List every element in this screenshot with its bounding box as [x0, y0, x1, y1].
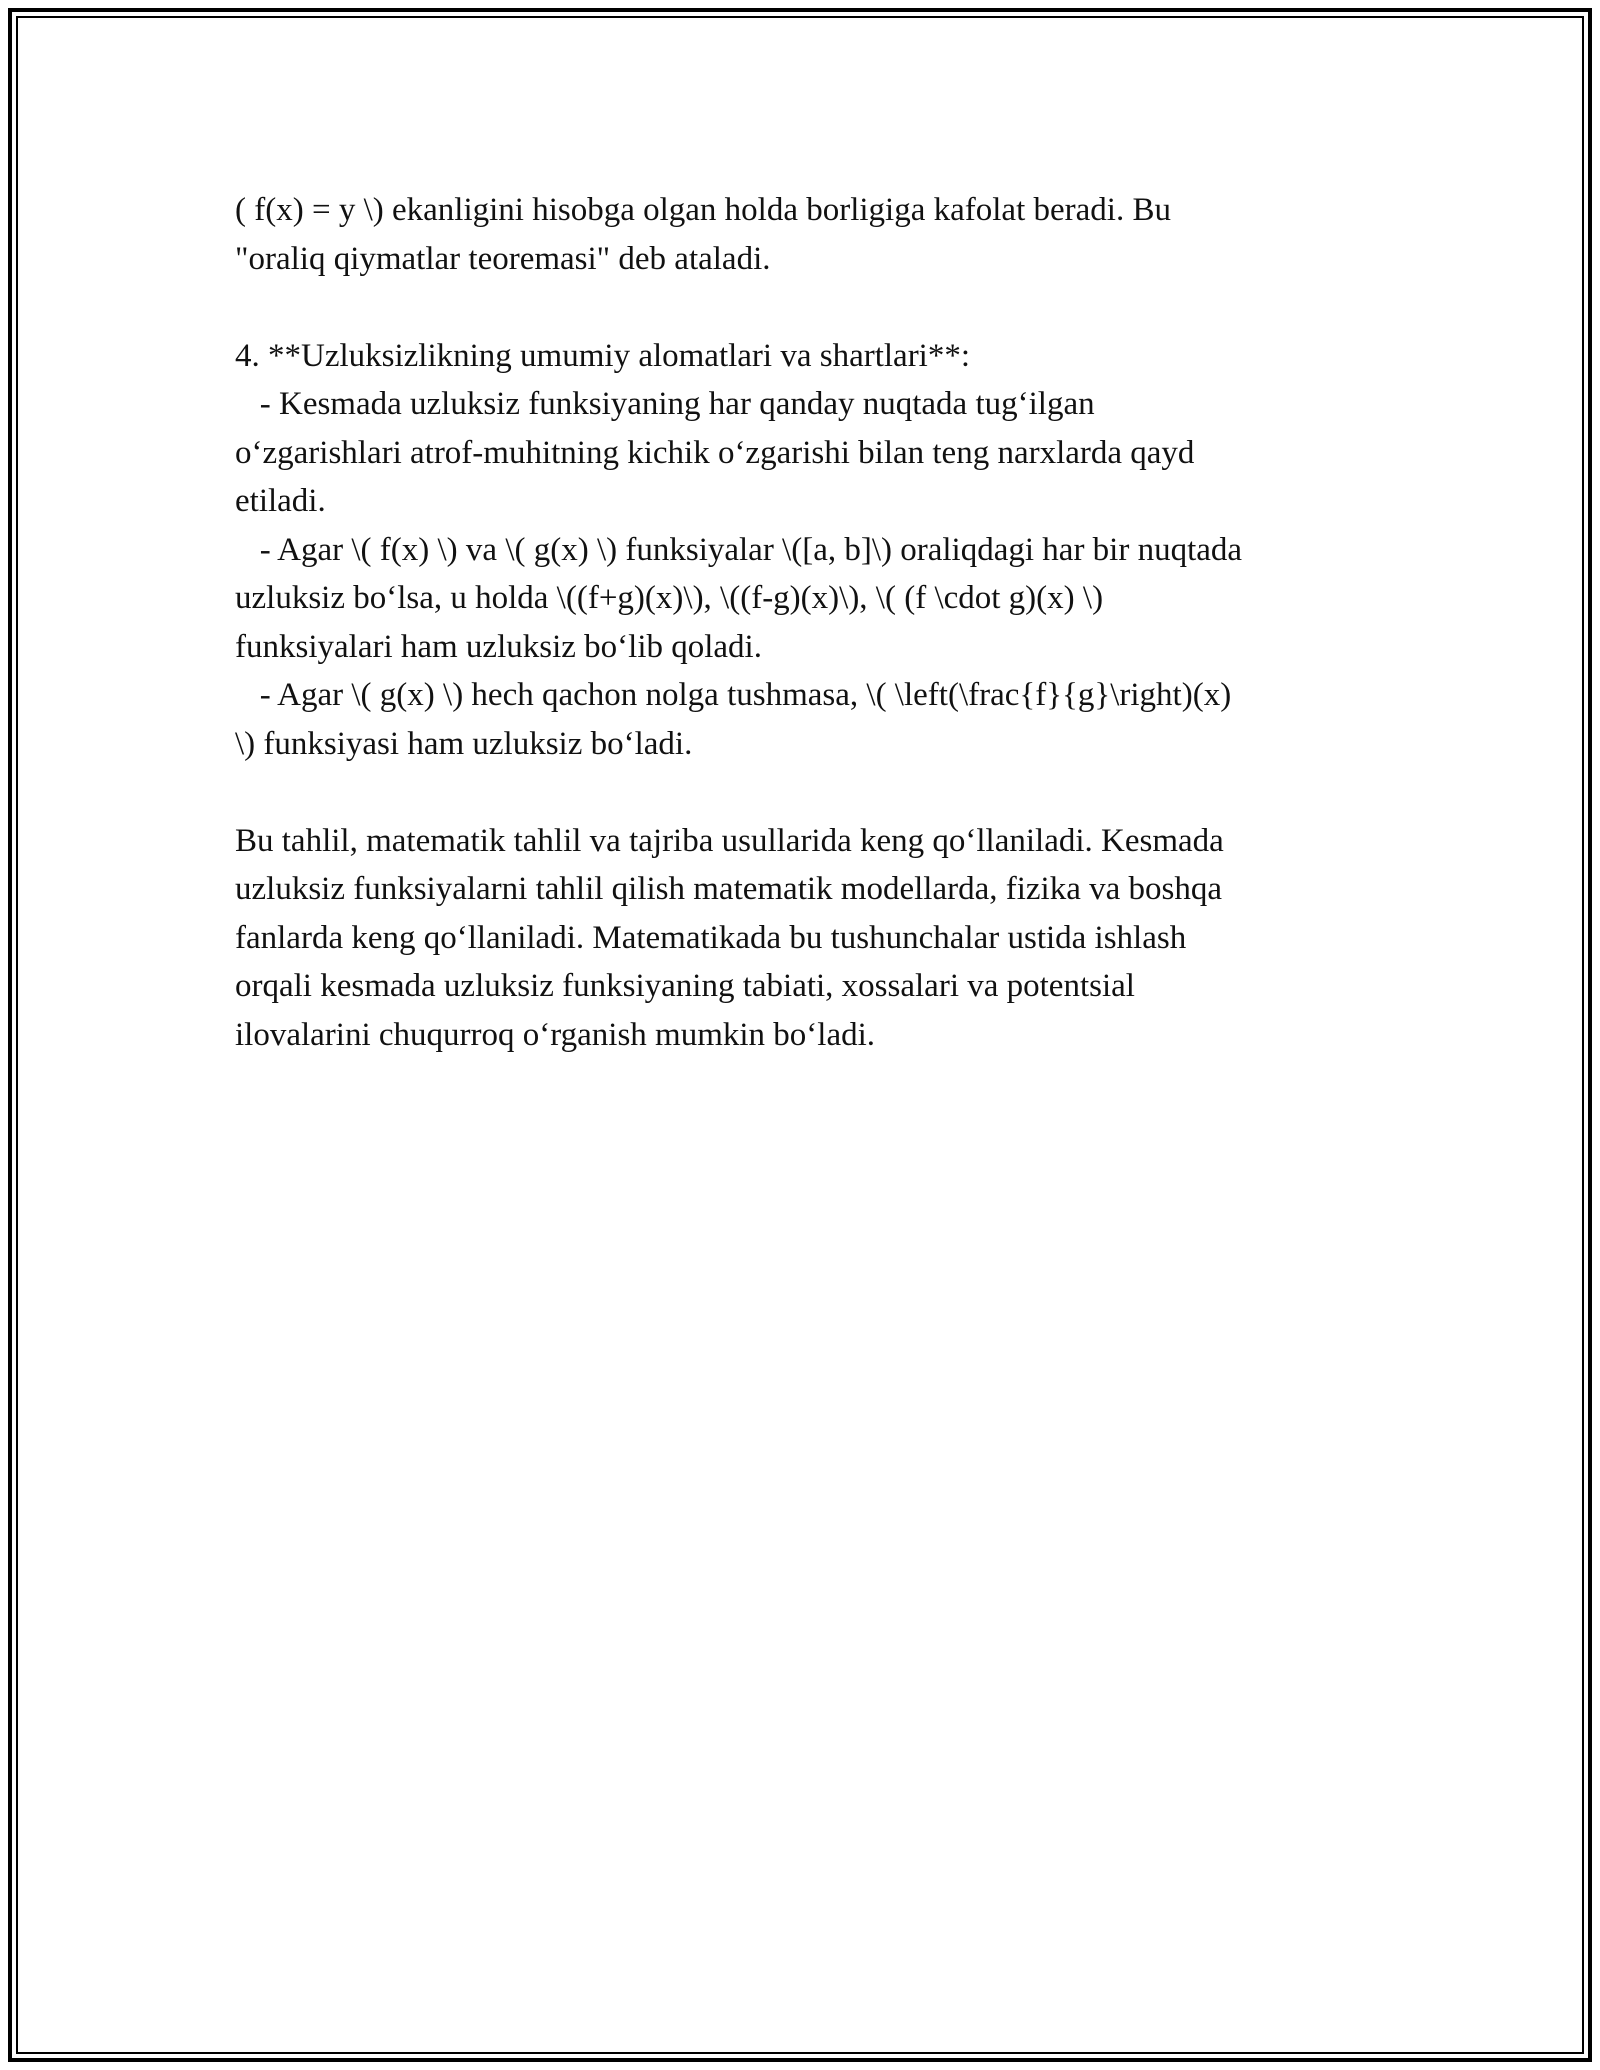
paragraph-spacer: [235, 768, 1385, 817]
text-line: ilovalarini chuqurroq o‘rganish mumkin bo‘ladi.: [235, 1016, 876, 1053]
text-line: funksiyalari ham uzluksiz bo‘lib qoladi.: [235, 628, 762, 665]
text-line: - Agar \( f(x) \) va \( g(x) \) funksiyalar \([a, b]\) oraliqdagi har bir nuqtada: [235, 531, 1243, 568]
text-line: "oraliq qiymatlar teoremasi" deb ataladi.: [235, 240, 771, 277]
text-line: Bu tahlil, matematik tahlil va tajriba usullarida keng qo‘llaniladi. Kesmada: [235, 822, 1224, 859]
paragraph-intro: [235, 186, 1385, 283]
document-body: [235, 186, 1385, 1059]
text-line: etiladi.: [235, 483, 326, 519]
paragraph-spacer: [235, 283, 1385, 332]
text-line: uzluksiz bo‘lsa, u holda \((f+g)(x)\), \((f-g)(x)\), \( (f \cdot g)(x) \): [235, 580, 1104, 616]
paragraph-conclusion: [235, 817, 1385, 1060]
text-line: - Kesmada uzluksiz funksiyaning har qanday nuqtada tug‘ilgan: [235, 386, 1095, 422]
list-item: [235, 526, 1385, 672]
text-line: uzluksiz funksiyalarni tahlil qilish matematik modellarda, fizika va boshqa: [235, 871, 1222, 907]
text-line: \) funksiyasi ham uzluksiz bo‘ladi.: [235, 725, 693, 762]
text-line: ( f(x) = y \) ekanligini hisobga olgan holda borligiga kafolat beradi. Bu: [235, 192, 1171, 228]
text-line: fanlarda keng qo‘llaniladi. Matematikada bu tushunchalar ustida ishlash: [235, 919, 1187, 956]
text-line: orqali kesmada uzluksiz funksiyaning tabiati, xossalari va potentsial: [235, 968, 1135, 1004]
section-4: [235, 332, 1385, 769]
text-line: o‘zgarishlari atrof-muhitning kichik o‘zgarishi bilan teng narxlarda qayd: [235, 434, 1195, 471]
section-heading: 4. **Uzluksizlikning umumiy alomatlari va shartlari**:: [235, 337, 971, 374]
list-item: [235, 671, 1385, 768]
list-item: [235, 380, 1385, 526]
text-line: - Agar \( g(x) \) hech qachon nolga tushmasa, \( \left(\frac{f}{g}\right)(x): [235, 677, 1232, 713]
